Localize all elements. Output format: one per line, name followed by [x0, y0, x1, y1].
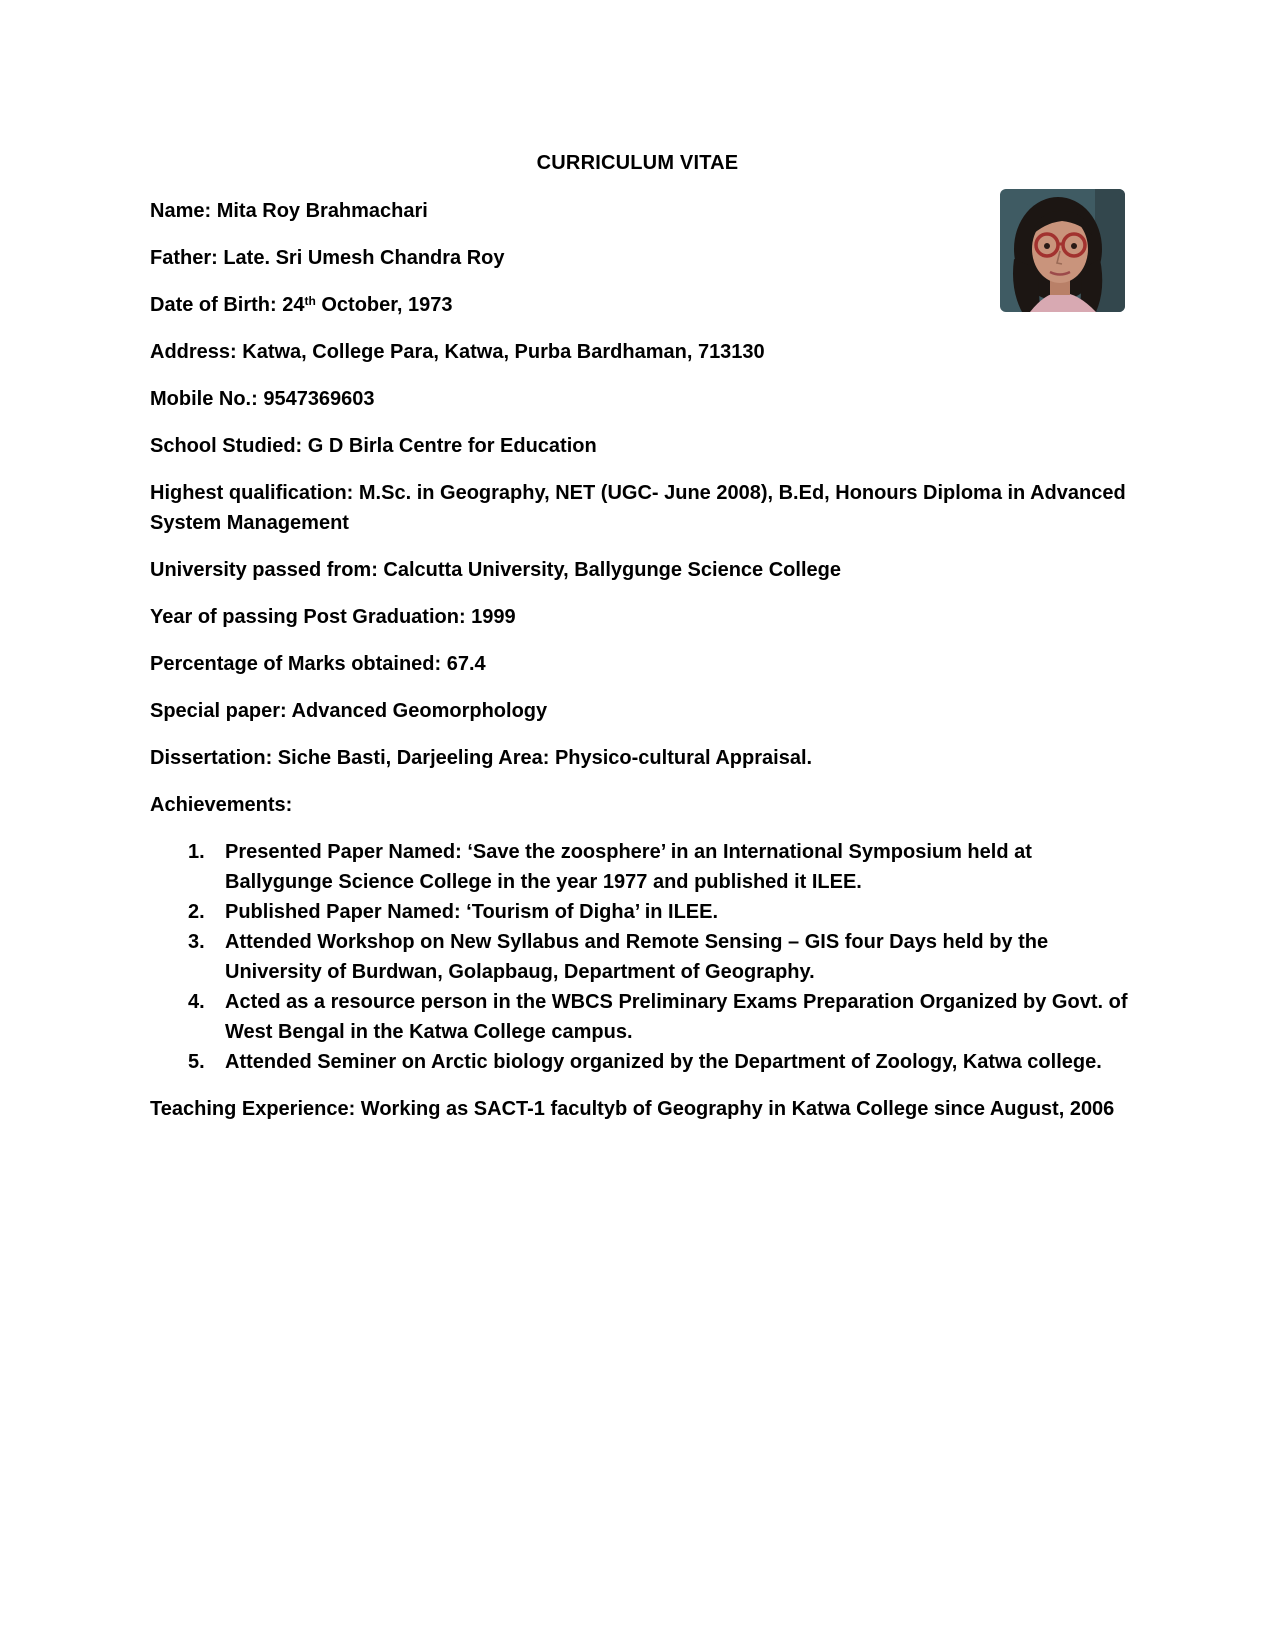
achievements-list — [150, 837, 1130, 1077]
list-item-number: 1. — [188, 841, 205, 863]
field-address: Address: Katwa, College Para, Katwa, Purba Bardhaman, 713130 — [150, 341, 765, 363]
field-university: University passed from: Calcutta University, Ballygunge Science College — [150, 559, 841, 581]
list-item-number: 5. — [188, 1051, 205, 1073]
dob-suffix: October, 1973 — [315, 294, 453, 316]
dob-prefix: Date of Birth: 24 — [150, 294, 305, 316]
list-item-text: Published Paper Named: ‘Tourism of Digha’ in ILEE. — [225, 901, 719, 923]
field-father: Father: Late. Sri Umesh Chandra Roy — [150, 247, 505, 269]
dob-superscript: th — [304, 294, 316, 308]
field-name: Name: Mita Roy Brahmachari — [150, 200, 428, 222]
field-qualification: Highest qualification: M.Sc. in Geography, NET (UGC- June 2008), B.Ed, Honours Diploma in Advanced System Management — [150, 482, 1126, 534]
field-teaching-experience: Teaching Experience: Working as SACT-1 facultyb of Geography in Katwa College since August, 2006 — [150, 1098, 1115, 1120]
field-dissertation: Dissertation: Siche Basti, Darjeeling Area: Physico-cultural Appraisal. — [150, 747, 813, 769]
list-item-number: 2. — [188, 901, 205, 923]
list-item — [150, 1047, 1130, 1077]
list-item-text: Acted as a resource person in the WBCS Preliminary Exams Preparation Organized by Govt. of West Bengal in the Katwa College campus. — [225, 991, 1128, 1043]
field-school: School Studied: G D Birla Centre for Education — [150, 435, 597, 457]
field-special-paper: Special paper: Advanced Geomorphology — [150, 700, 548, 722]
cv-content — [150, 196, 1130, 1141]
field-year-post-graduation: Year of passing Post Graduation: 1999 — [150, 606, 516, 628]
list-item — [150, 987, 1130, 1047]
list-item-text: Presented Paper Named: ‘Save the zoosphere’ in an International Symposium held at Ballygunge Science College in the year 1977 and published it ILEE. — [225, 841, 1032, 893]
list-item-text: Attended Seminer on Arctic biology organized by the Department of Zoology, Katwa college. — [225, 1051, 1102, 1073]
list-item — [150, 927, 1130, 987]
field-date-of-birth — [150, 290, 1130, 320]
document-title: CURRICULUM VITAE — [536, 152, 739, 174]
list-item — [150, 837, 1130, 897]
field-mobile: Mobile No.: 9547369603 — [150, 388, 375, 410]
list-item — [150, 897, 1130, 927]
list-item-number: 3. — [188, 931, 205, 953]
list-item-number: 4. — [188, 991, 205, 1013]
field-percentage: Percentage of Marks obtained: 67.4 — [150, 653, 486, 675]
list-item-text: Attended Workshop on New Syllabus and Remote Sensing – GIS four Days held by the University of Burdwan, Golapbaug, Department of Geography. — [225, 931, 1049, 983]
achievements-heading: Achievements: — [150, 794, 293, 816]
